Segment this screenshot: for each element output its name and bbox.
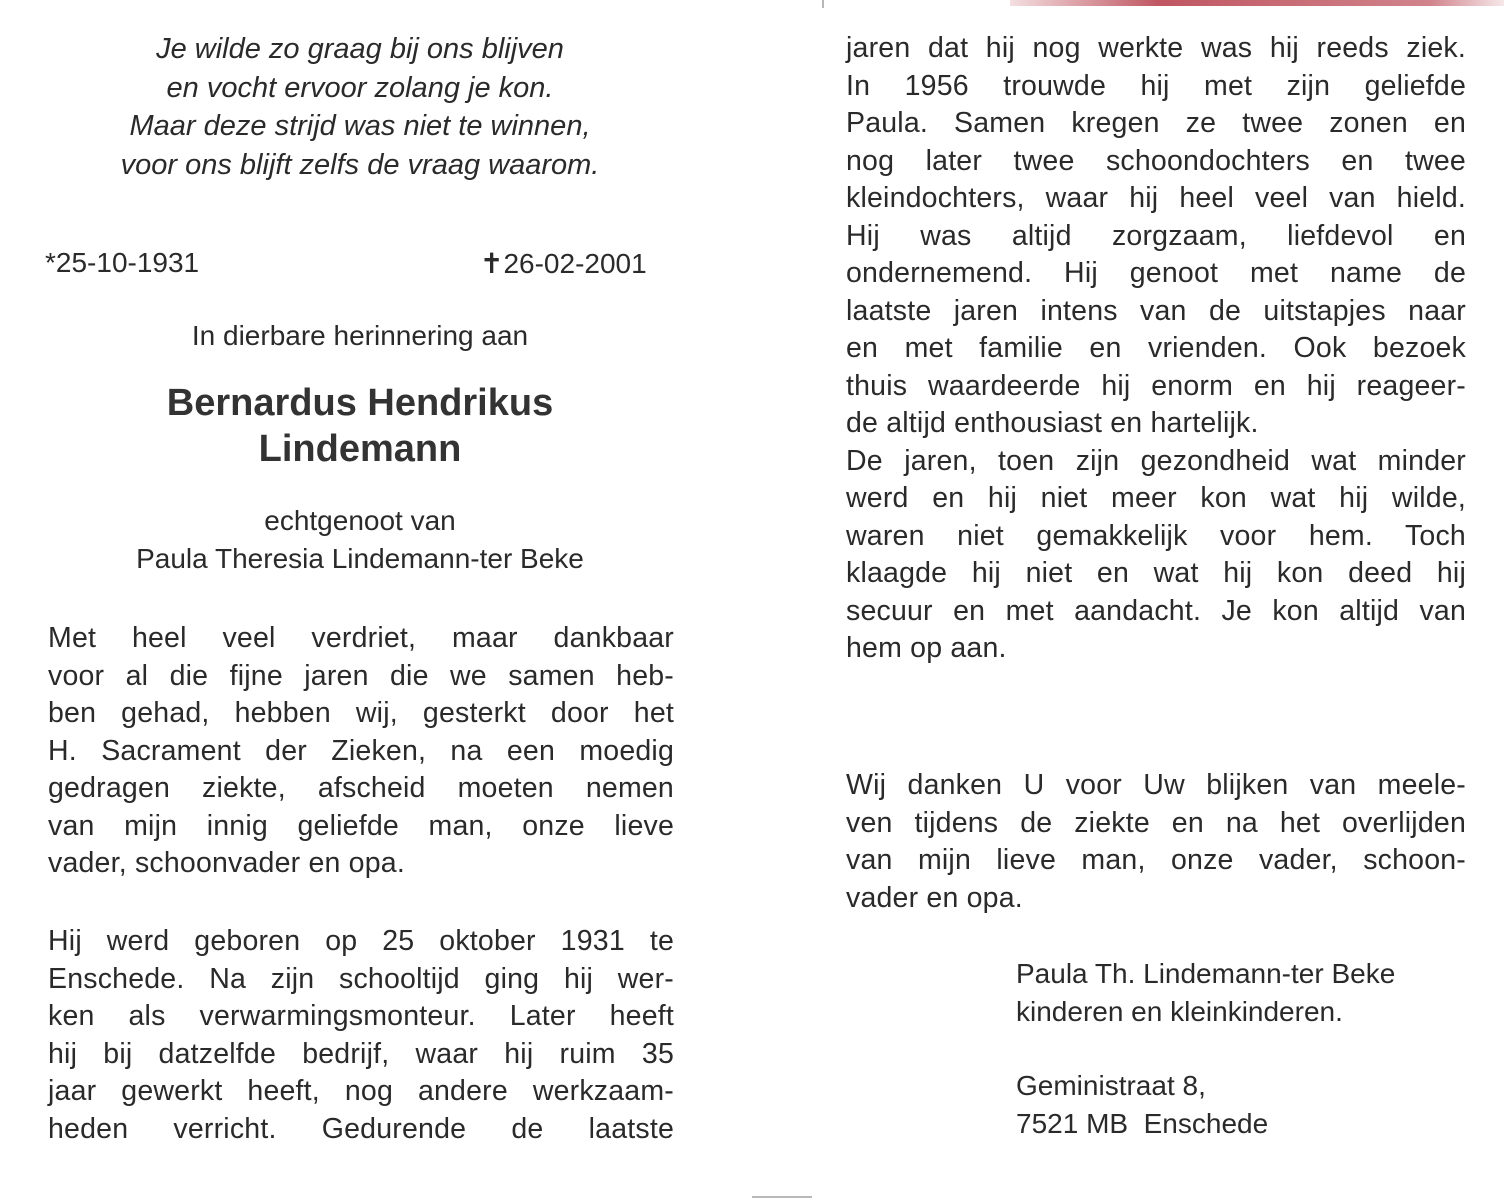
deceased-name: [40, 380, 680, 472]
poem-line: Maar deze strijd was niet te winnen,: [129, 110, 591, 142]
text-line: en met familie en vrienden. Ook bezoek: [846, 332, 1466, 364]
text-line: hem op aan.: [846, 632, 1007, 664]
text-line: H. Sacrament der Zieken, na een moedig: [48, 734, 674, 767]
name-line: Bernardus Hendrikus: [166, 382, 554, 424]
text-line: De jaren, toen zijn gezondheid wat minder: [846, 444, 1466, 477]
right-panel: [752, 0, 1504, 1200]
paragraph-biography: [48, 923, 674, 1148]
text-line: Enschede. Na zijn schooltijd ging hij wer-: [48, 962, 674, 995]
address-line: Geministraat 8,: [1016, 1070, 1206, 1101]
text-line: ken als verwarmingsmonteur. Later heeft: [48, 1000, 674, 1032]
text-line: secuur en met aandacht. Je kon altijd van: [846, 594, 1466, 627]
text-line: werd en hij niet meer kon wat hij wilde,: [846, 482, 1466, 514]
poem-line: Je wilde zo graag bij ons blijven: [156, 33, 564, 65]
text-line: waren niet gemakkelijk voor hem. Toch: [846, 519, 1466, 552]
poem-line: voor ons blijft zelfs de vraag waarom.: [120, 148, 600, 181]
paragraph-biography-continued: [846, 30, 1466, 668]
text-line: jaar gewerkt heeft, nog andere werkzaam-: [48, 1075, 674, 1107]
text-line: voor al die fijne jaren die we samen heb-: [48, 659, 674, 692]
text-line: Hij werd geboren op 25 oktober 1931 te: [48, 925, 674, 957]
text-line: vader en opa.: [846, 881, 1023, 914]
poem: [40, 30, 680, 184]
birth-date: *25-10-1931: [45, 247, 200, 278]
text-line: de altijd enthousiast en hartelijk.: [846, 407, 1259, 439]
text-line: jaren dat hij nog werkte was hij reeds ziek.: [846, 32, 1466, 64]
text-line: Hij was altijd zorgzaam, liefdevol en: [846, 219, 1466, 252]
text-line: hij bij datzelfde bedrijf, waar hij ruim 35: [48, 1037, 674, 1070]
text-line: vader, schoonvader en opa.: [48, 847, 405, 879]
text-line: kleindochters, waar hij heel veel van hield.: [846, 182, 1466, 214]
name-line: Lindemann: [258, 428, 462, 470]
text-line: In 1956 trouwde hij met zijn geliefde: [846, 69, 1466, 102]
signature-block: [1016, 955, 1395, 1030]
text-line: ben gehad, hebben wij, gesterkt door het: [48, 697, 674, 729]
intro-text: In dierbare herinnering aan: [191, 320, 529, 351]
paragraph-grief: [48, 620, 674, 883]
signature-line: Paula Th. Lindemann-ter Beke: [1016, 958, 1396, 989]
text-line: gedragen ziekte, afscheid moeten nemen: [48, 772, 674, 804]
text-line: Wij danken U voor Uw blijken van meele-: [846, 769, 1466, 801]
address-line: 7521 MB Enschede: [1016, 1107, 1269, 1139]
text-line: ondernemend. Hij genoot met name de: [846, 257, 1466, 289]
text-line: klaagde hij niet en wat hij kon deed hij: [846, 557, 1466, 589]
text-line: nog later twee schoondochters en twee: [846, 144, 1466, 177]
text-line: thuis waardeerde hij enorm en hij reageer-: [846, 369, 1466, 402]
text-line: ven tijdens de ziekte en na het overlijden: [846, 806, 1466, 839]
text-line: Paula. Samen kregen ze twee zonen en: [846, 107, 1466, 139]
text-line: van mijn lieve man, onze vader, schoon-: [846, 844, 1466, 876]
signature-line: kinderen en kleinkinderen.: [1016, 995, 1343, 1027]
text-line: heden verricht. Gedurende de laatste: [48, 1112, 674, 1145]
spouse-label: echtgenoot van: [264, 505, 456, 536]
text-line: laatste jaren intens van de uitstapjes naar: [846, 294, 1466, 327]
text-line: Met heel veel verdriet, maar dankbaar: [48, 622, 674, 654]
paragraph-thanks: [846, 767, 1466, 917]
poem-line: en vocht ervoor zolang je kon.: [166, 71, 554, 104]
spouse-name: Paula Theresia Lindemann-ter Beke: [136, 543, 584, 574]
text-line: van mijn innig geliefde man, onze lieve: [48, 809, 674, 842]
death-date: ✝26-02-2001: [480, 248, 647, 279]
address-block: [1016, 1067, 1268, 1142]
